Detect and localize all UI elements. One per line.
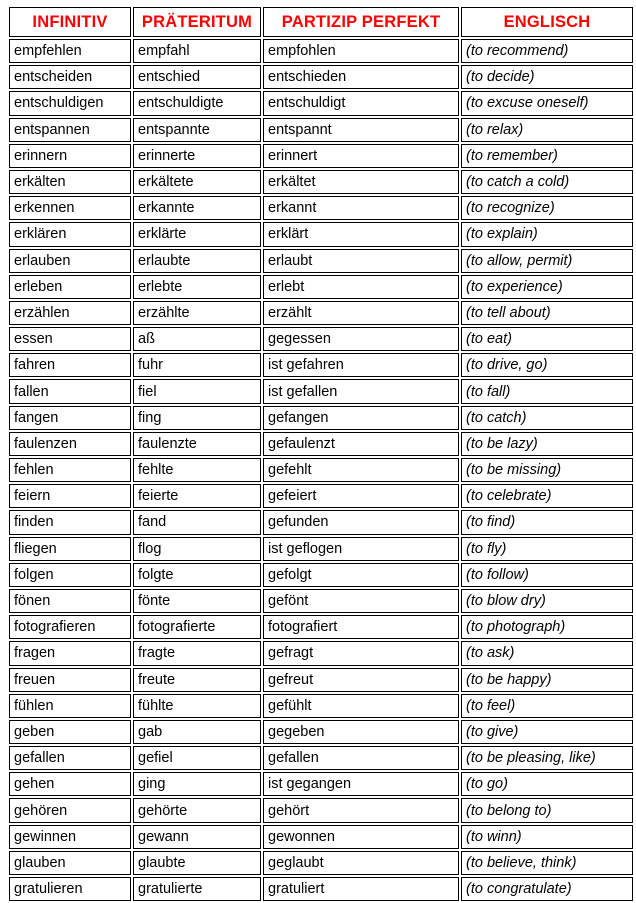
cell-praeteritum: gewann [133,825,261,849]
table-row [9,668,633,692]
cell-englisch: (to be pleasing, like) [461,746,633,770]
cell-englisch: (to allow, permit) [461,249,633,273]
cell-englisch: (to belong to) [461,798,633,822]
cell-englisch: (to celebrate) [461,484,633,508]
cell-partizip-perfekt: erkältet [263,170,459,194]
cell-partizip-perfekt: gratuliert [263,877,459,901]
cell-infinitiv: erleben [9,275,131,299]
cell-infinitiv: gehören [9,798,131,822]
cell-partizip-perfekt: geglaubt [263,851,459,875]
cell-praeteritum: erzählte [133,301,261,325]
cell-partizip-perfekt: gefaulenzt [263,432,459,456]
cell-praeteritum: fiel [133,379,261,403]
cell-infinitiv: erlauben [9,249,131,273]
cell-partizip-perfekt: gefolgt [263,563,459,587]
table-row [9,589,633,613]
table-row [9,510,633,534]
cell-infinitiv: glauben [9,851,131,875]
cell-praeteritum: entschied [133,65,261,89]
cell-praeteritum: erlaubte [133,249,261,273]
cell-partizip-perfekt: gefühlt [263,694,459,718]
cell-praeteritum: fönte [133,589,261,613]
cell-partizip-perfekt: gefragt [263,641,459,665]
cell-englisch: (to explain) [461,222,633,246]
cell-englisch: (to excuse oneself) [461,91,633,115]
cell-englisch: (to recommend) [461,39,633,63]
cell-praeteritum: glaubte [133,851,261,875]
cell-infinitiv: gratulieren [9,877,131,901]
cell-partizip-perfekt: gefönt [263,589,459,613]
cell-partizip-perfekt: gefunden [263,510,459,534]
cell-partizip-perfekt: entspannt [263,118,459,142]
cell-infinitiv: erklären [9,222,131,246]
cell-praeteritum: erlebte [133,275,261,299]
cell-infinitiv: erkennen [9,196,131,220]
cell-praeteritum: fuhr [133,353,261,377]
cell-partizip-perfekt: gewonnen [263,825,459,849]
cell-praeteritum: erkältete [133,170,261,194]
cell-infinitiv: finden [9,510,131,534]
cell-infinitiv: fallen [9,379,131,403]
cell-infinitiv: fliegen [9,537,131,561]
cell-infinitiv: fühlen [9,694,131,718]
cell-englisch: (to catch a cold) [461,170,633,194]
cell-partizip-perfekt: ist gefallen [263,379,459,403]
cell-infinitiv: fragen [9,641,131,665]
table-row [9,720,633,744]
cell-englisch: (to blow dry) [461,589,633,613]
cell-partizip-perfekt: gegeben [263,720,459,744]
table-row [9,484,633,508]
cell-englisch: (to experience) [461,275,633,299]
column-header-englisch: ENGLISCH [461,7,633,37]
table-row [9,65,633,89]
cell-infinitiv: feiern [9,484,131,508]
cell-infinitiv: fönen [9,589,131,613]
cell-englisch: (to ask) [461,641,633,665]
cell-infinitiv: gewinnen [9,825,131,849]
cell-partizip-perfekt: ist gegangen [263,772,459,796]
cell-englisch: (to fall) [461,379,633,403]
table-row [9,353,633,377]
cell-infinitiv: freuen [9,668,131,692]
cell-praeteritum: erklärte [133,222,261,246]
cell-praeteritum: entschuldigte [133,91,261,115]
table-row [9,39,633,63]
cell-englisch: (to photograph) [461,615,633,639]
cell-praeteritum: fühlte [133,694,261,718]
table-row [9,196,633,220]
cell-partizip-perfekt: gefangen [263,406,459,430]
cell-englisch: (to tell about) [461,301,633,325]
cell-partizip-perfekt: gefeiert [263,484,459,508]
cell-infinitiv: faulenzen [9,432,131,456]
cell-infinitiv: fehlen [9,458,131,482]
cell-praeteritum: gab [133,720,261,744]
table-row [9,170,633,194]
cell-partizip-perfekt: gefehlt [263,458,459,482]
table-row [9,537,633,561]
cell-partizip-perfekt: gefreut [263,668,459,692]
cell-praeteritum: fragte [133,641,261,665]
cell-praeteritum: freute [133,668,261,692]
cell-infinitiv: fahren [9,353,131,377]
table-row [9,379,633,403]
cell-praeteritum: empfahl [133,39,261,63]
cell-infinitiv: fangen [9,406,131,430]
cell-praeteritum: entspannte [133,118,261,142]
cell-infinitiv: erzählen [9,301,131,325]
cell-praeteritum: erkannte [133,196,261,220]
cell-partizip-perfekt: erlebt [263,275,459,299]
cell-englisch: (to recognize) [461,196,633,220]
cell-partizip-perfekt: erlaubt [263,249,459,273]
cell-infinitiv: entschuldigen [9,91,131,115]
cell-englisch: (to congratulate) [461,877,633,901]
table-row [9,746,633,770]
cell-infinitiv: gefallen [9,746,131,770]
cell-englisch: (to relax) [461,118,633,142]
table-row [9,615,633,639]
cell-infinitiv: gehen [9,772,131,796]
cell-infinitiv: geben [9,720,131,744]
cell-praeteritum: gefiel [133,746,261,770]
cell-praeteritum: flog [133,537,261,561]
cell-praeteritum: feierte [133,484,261,508]
cell-praeteritum: gehörte [133,798,261,822]
cell-praeteritum: faulenzte [133,432,261,456]
cell-infinitiv: erkälten [9,170,131,194]
cell-praeteritum: fotografierte [133,615,261,639]
cell-englisch: (to winn) [461,825,633,849]
cell-partizip-perfekt: entschieden [263,65,459,89]
table-row [9,877,633,901]
cell-praeteritum: fehlte [133,458,261,482]
table-row [9,851,633,875]
cell-partizip-perfekt: erzählt [263,301,459,325]
cell-infinitiv: empfehlen [9,39,131,63]
cell-englisch: (to feel) [461,694,633,718]
cell-praeteritum: folgte [133,563,261,587]
column-header-praeteritum: PRÄTERITUM [133,7,261,37]
cell-englisch: (to remember) [461,144,633,168]
cell-partizip-perfekt: gehört [263,798,459,822]
table-row [9,222,633,246]
table-row [9,406,633,430]
column-header-infinitiv: INFINITIV [9,7,131,37]
table-row [9,798,633,822]
table-row [9,327,633,351]
table-row [9,641,633,665]
cell-partizip-perfekt: ist gefahren [263,353,459,377]
header-row [9,7,633,37]
cell-englisch: (to believe, think) [461,851,633,875]
cell-englisch: (to be happy) [461,668,633,692]
cell-partizip-perfekt: gegessen [263,327,459,351]
cell-englisch: (to give) [461,720,633,744]
cell-englisch: (to catch) [461,406,633,430]
cell-infinitiv: entspannen [9,118,131,142]
cell-praeteritum: erinnerte [133,144,261,168]
cell-englisch: (to decide) [461,65,633,89]
cell-infinitiv: fotografieren [9,615,131,639]
table-row [9,694,633,718]
verb-conjugation-grid [7,5,635,903]
cell-praeteritum: fand [133,510,261,534]
cell-englisch: (to go) [461,772,633,796]
table-row [9,825,633,849]
table-row [9,275,633,299]
cell-partizip-perfekt: entschuldigt [263,91,459,115]
cell-praeteritum: aß [133,327,261,351]
cell-partizip-perfekt: erklärt [263,222,459,246]
cell-infinitiv: entscheiden [9,65,131,89]
table-row [9,301,633,325]
table-row [9,118,633,142]
table-row [9,458,633,482]
cell-infinitiv: essen [9,327,131,351]
cell-infinitiv: folgen [9,563,131,587]
table-body [9,39,633,901]
cell-englisch: (to be lazy) [461,432,633,456]
cell-englisch: (to fly) [461,537,633,561]
table-header [9,7,633,37]
table-row [9,91,633,115]
cell-englisch: (to drive, go) [461,353,633,377]
cell-englisch: (to follow) [461,563,633,587]
cell-englisch: (to be missing) [461,458,633,482]
cell-partizip-perfekt: erkannt [263,196,459,220]
cell-englisch: (to eat) [461,327,633,351]
table-row [9,432,633,456]
cell-englisch: (to find) [461,510,633,534]
cell-partizip-perfekt: gefallen [263,746,459,770]
cell-partizip-perfekt: erinnert [263,144,459,168]
cell-praeteritum: fing [133,406,261,430]
table-row [9,563,633,587]
table-row [9,249,633,273]
cell-infinitiv: erinnern [9,144,131,168]
cell-partizip-perfekt: fotografiert [263,615,459,639]
cell-praeteritum: ging [133,772,261,796]
column-header-partizip-perfekt: PARTIZIP PERFEKT [263,7,459,37]
cell-partizip-perfekt: empfohlen [263,39,459,63]
cell-praeteritum: gratulierte [133,877,261,901]
cell-partizip-perfekt: ist geflogen [263,537,459,561]
table-row [9,144,633,168]
table-row [9,772,633,796]
